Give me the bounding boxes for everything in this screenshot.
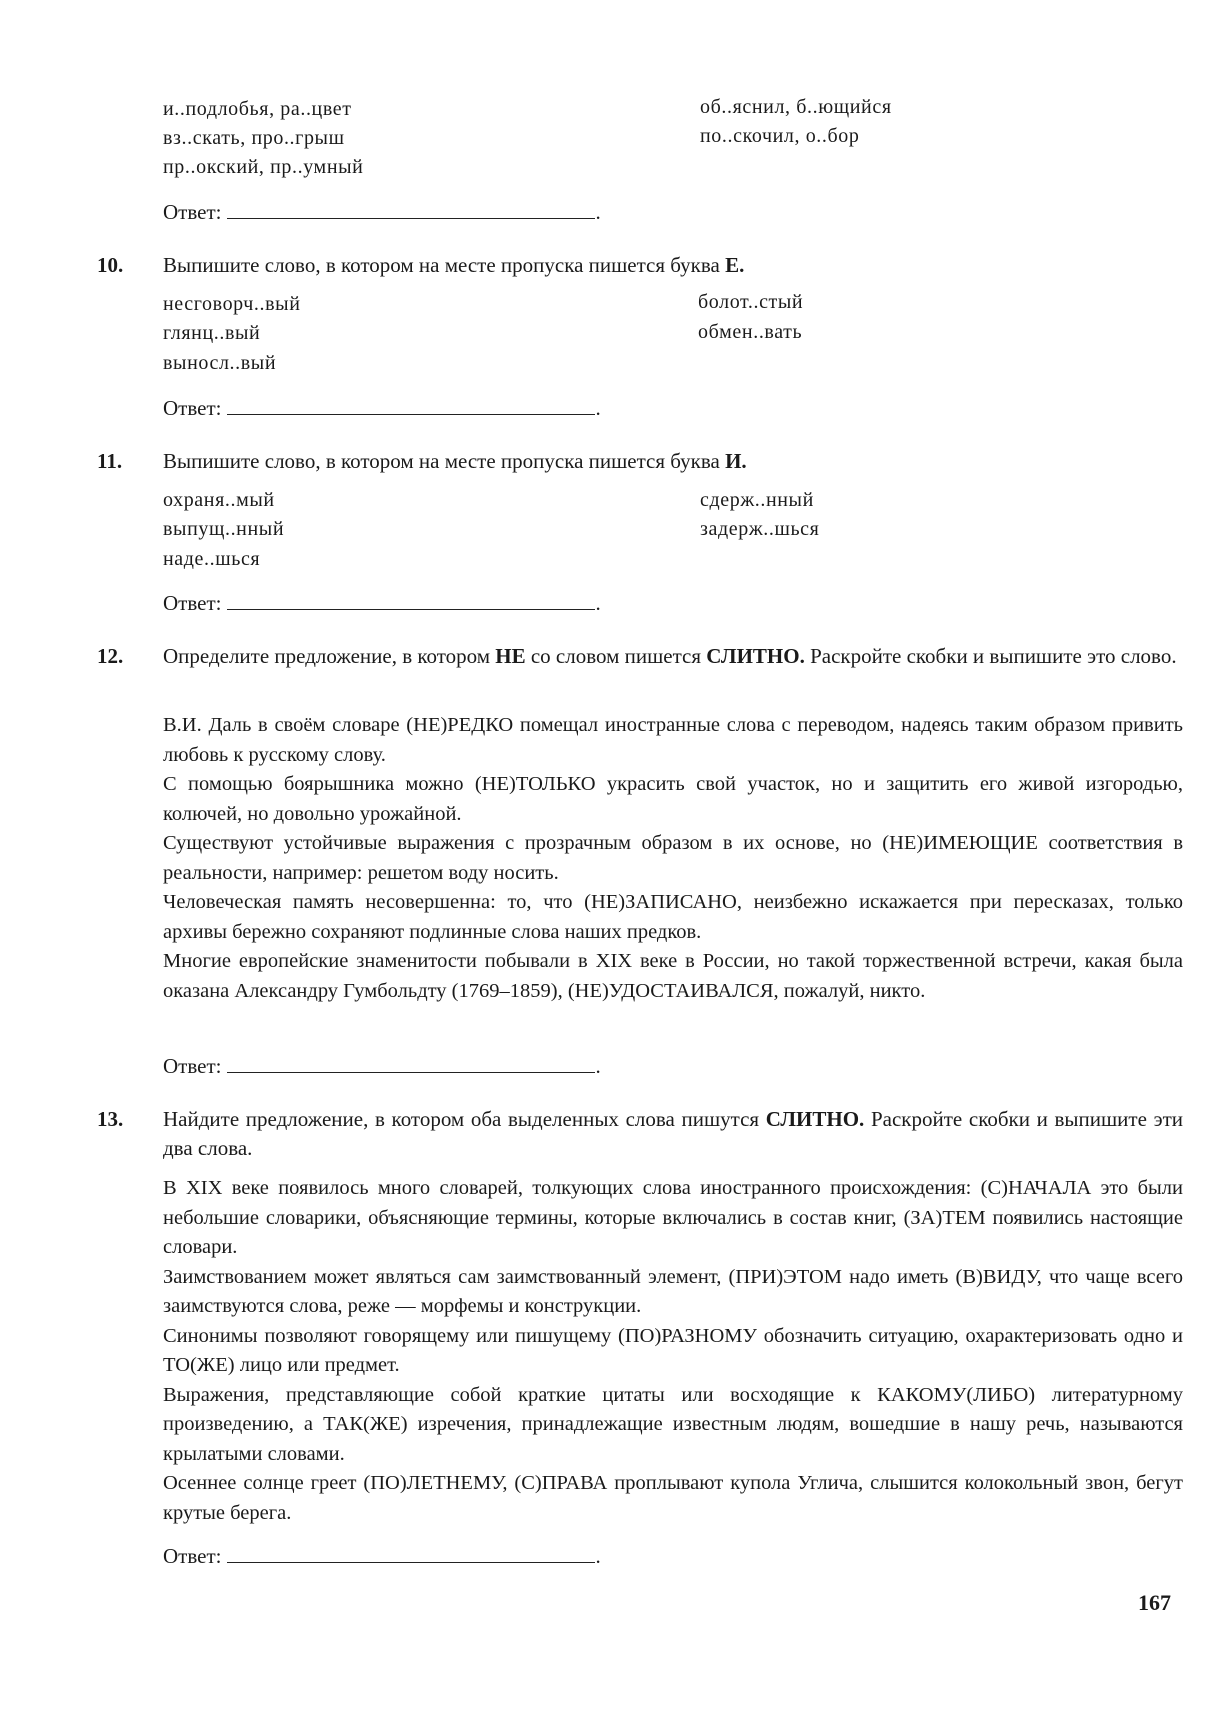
task13-sentence-2: Заимствованием может являться сам заимствованный элемент, (ПРИ)ЭТОМ надо иметь (В)ВИДУ, что чаще всего заимствуются слова, реже — морфемы и конструкции. bbox=[163, 1265, 1183, 1317]
task13-number: 13. bbox=[97, 1107, 124, 1131]
task12-sentence-2: С помощью боярышника можно (НЕ)ТОЛЬКО украсить свой участок, но и защитить его живой изгородью, колючей, но довольно урожайной. bbox=[163, 773, 1183, 825]
answer-label: Ответ: bbox=[163, 396, 222, 420]
answer-label: Ответ: bbox=[163, 591, 222, 615]
task10-number: 10. bbox=[97, 253, 124, 277]
task10-option-left-3: выносл..вый bbox=[163, 352, 277, 374]
answer-label: Ответ: bbox=[163, 1054, 222, 1078]
answer-label: Ответ: bbox=[163, 1544, 222, 1568]
task10-answer: Ответ: . bbox=[163, 396, 601, 420]
task11-prompt-text: Выпишите слово, в котором на месте пропуска пишется буква bbox=[163, 449, 720, 473]
task10-option-left-2: глянц..вый bbox=[163, 322, 261, 344]
task9-answer: Ответ: . bbox=[163, 200, 601, 224]
task13-prompt-part: Раскройте скобки и выпишите эти два слова. bbox=[163, 1107, 1183, 1160]
task13-prompt bbox=[163, 1105, 1183, 1163]
task10-prompt-text: Выпишите слово, в котором на месте пропуска пишется буква bbox=[163, 253, 720, 277]
task10-letter: Е. bbox=[725, 253, 745, 277]
task11-answer-field[interactable] bbox=[227, 591, 595, 610]
task9-option-right-2: по..скочил, о..бор bbox=[700, 125, 860, 147]
task12-prompt-ne: НЕ bbox=[495, 644, 526, 668]
task9-option-left-2: вз..скать, про..грыш bbox=[163, 127, 345, 149]
task13-sentence-4: Выражения, представляющие собой краткие цитаты или восходящие к КАКОМУ(ЛИБО) литературному произведению, а ТАК(ЖЕ) изречения, принадлежащие известным людям, вошедшие в нашу речь, называются крылатыми словами. bbox=[163, 1383, 1183, 1465]
task11-option-left-2: выпущ..нный bbox=[163, 518, 285, 540]
task10-option-right-2: обмен..вать bbox=[698, 321, 803, 343]
task12-answer: Ответ: . bbox=[163, 1054, 601, 1078]
task11-letter: И. bbox=[725, 449, 747, 473]
task12-prompt-part: Определите предложение, в котором bbox=[163, 644, 491, 668]
task12-prompt-part: Раскройте скобки и выпишите это слово. bbox=[810, 644, 1177, 668]
task13-sentence-3: Синонимы позволяют говорящему или пишущему (ПО)РАЗНОМУ обозначить ситуацию, охарактеризовать одно и ТО(ЖЕ) лицо или предмет. bbox=[163, 1324, 1183, 1376]
task12-sentence-3: Существуют устойчивые выражения с прозрачным образом в их основе, но (НЕ)ИМЕЮЩИЕ соответствия в реальности, например: решетом воду носить. bbox=[163, 832, 1183, 884]
page-number: 167 bbox=[1138, 1590, 1171, 1615]
task12-answer-field[interactable] bbox=[227, 1054, 595, 1073]
task12-sentence-4: Человеческая память несовершенна: то, что (НЕ)ЗАПИСАНО, неизбежно искажается при пересказах, только архивы бережно сохраняют подлинные слова наших предков. bbox=[163, 891, 1183, 943]
task12-sentences bbox=[163, 711, 1183, 1006]
task11-number: 11. bbox=[97, 449, 123, 473]
task13-answer: Ответ: . bbox=[163, 1544, 601, 1568]
answer-label: Ответ: bbox=[163, 200, 222, 224]
task13-sentences bbox=[163, 1174, 1183, 1528]
task9-option-right-1: об..яснил, б..ющийся bbox=[700, 96, 892, 118]
task12-prompt-slitno: СЛИТНО. bbox=[706, 644, 805, 668]
task11-option-right-1: сдерж..нный bbox=[700, 489, 814, 511]
task13-prompt-slitno: СЛИТНО. bbox=[765, 1107, 865, 1131]
task9-answer-field[interactable] bbox=[227, 200, 595, 219]
task10-answer-field[interactable] bbox=[227, 396, 595, 415]
task12-prompt bbox=[163, 642, 1183, 671]
task13-answer-field[interactable] bbox=[227, 1544, 595, 1563]
task13-sentence-1: В XIX веке появилось много словарей, толкующих слова иностранного происхождения: (С)НАЧАЛА это были небольшие словарики, объясняющие термины, которые включались в состав книг, (ЗА)ТЕМ появились настоящие словари. bbox=[163, 1177, 1183, 1258]
task13-sentence-5: Осеннее солнце греет (ПО)ЛЕТНЕМУ, (С)ПРАВА проплывают купола Углича, слышится колокольный звон, бегут крутые берега. bbox=[163, 1472, 1183, 1524]
task9-option-left-1: и..подлобья, ра..цвет bbox=[163, 98, 352, 120]
task11-answer: Ответ: . bbox=[163, 591, 601, 615]
task12-sentence-5: Многие европейские знаменитости побывали в XIX веке в России, но такой торжественной встречи, какая была оказана Александру Гумбольдту (1769–1859), (НЕ)УДОСТАИВАЛСЯ, пожалуй, никто. bbox=[163, 950, 1183, 1002]
task11-option-right-2: задерж..шься bbox=[700, 518, 820, 540]
task11-prompt bbox=[163, 449, 747, 474]
task13-prompt-part: Найдите предложение, в котором оба выделенных слова пишутся bbox=[163, 1107, 760, 1131]
task10-prompt bbox=[163, 253, 744, 278]
task10-option-right-1: болот..стый bbox=[698, 291, 804, 313]
task12-prompt-part: со словом пишется bbox=[530, 644, 702, 668]
task10-option-left-1: несговорч..вый bbox=[163, 293, 301, 315]
task12-sentence-1: В.И. Даль в своём словаре (НЕ)РЕДКО помещал иностранные слова с переводом, надеясь таким образом привить любовь к русскому слову. bbox=[163, 714, 1183, 766]
task9-option-left-3: пр..окский, пр..умный bbox=[163, 156, 364, 178]
task11-option-left-3: наде..шься bbox=[163, 548, 261, 570]
task12-number: 12. bbox=[97, 644, 124, 668]
task11-option-left-1: охраня..мый bbox=[163, 489, 275, 511]
